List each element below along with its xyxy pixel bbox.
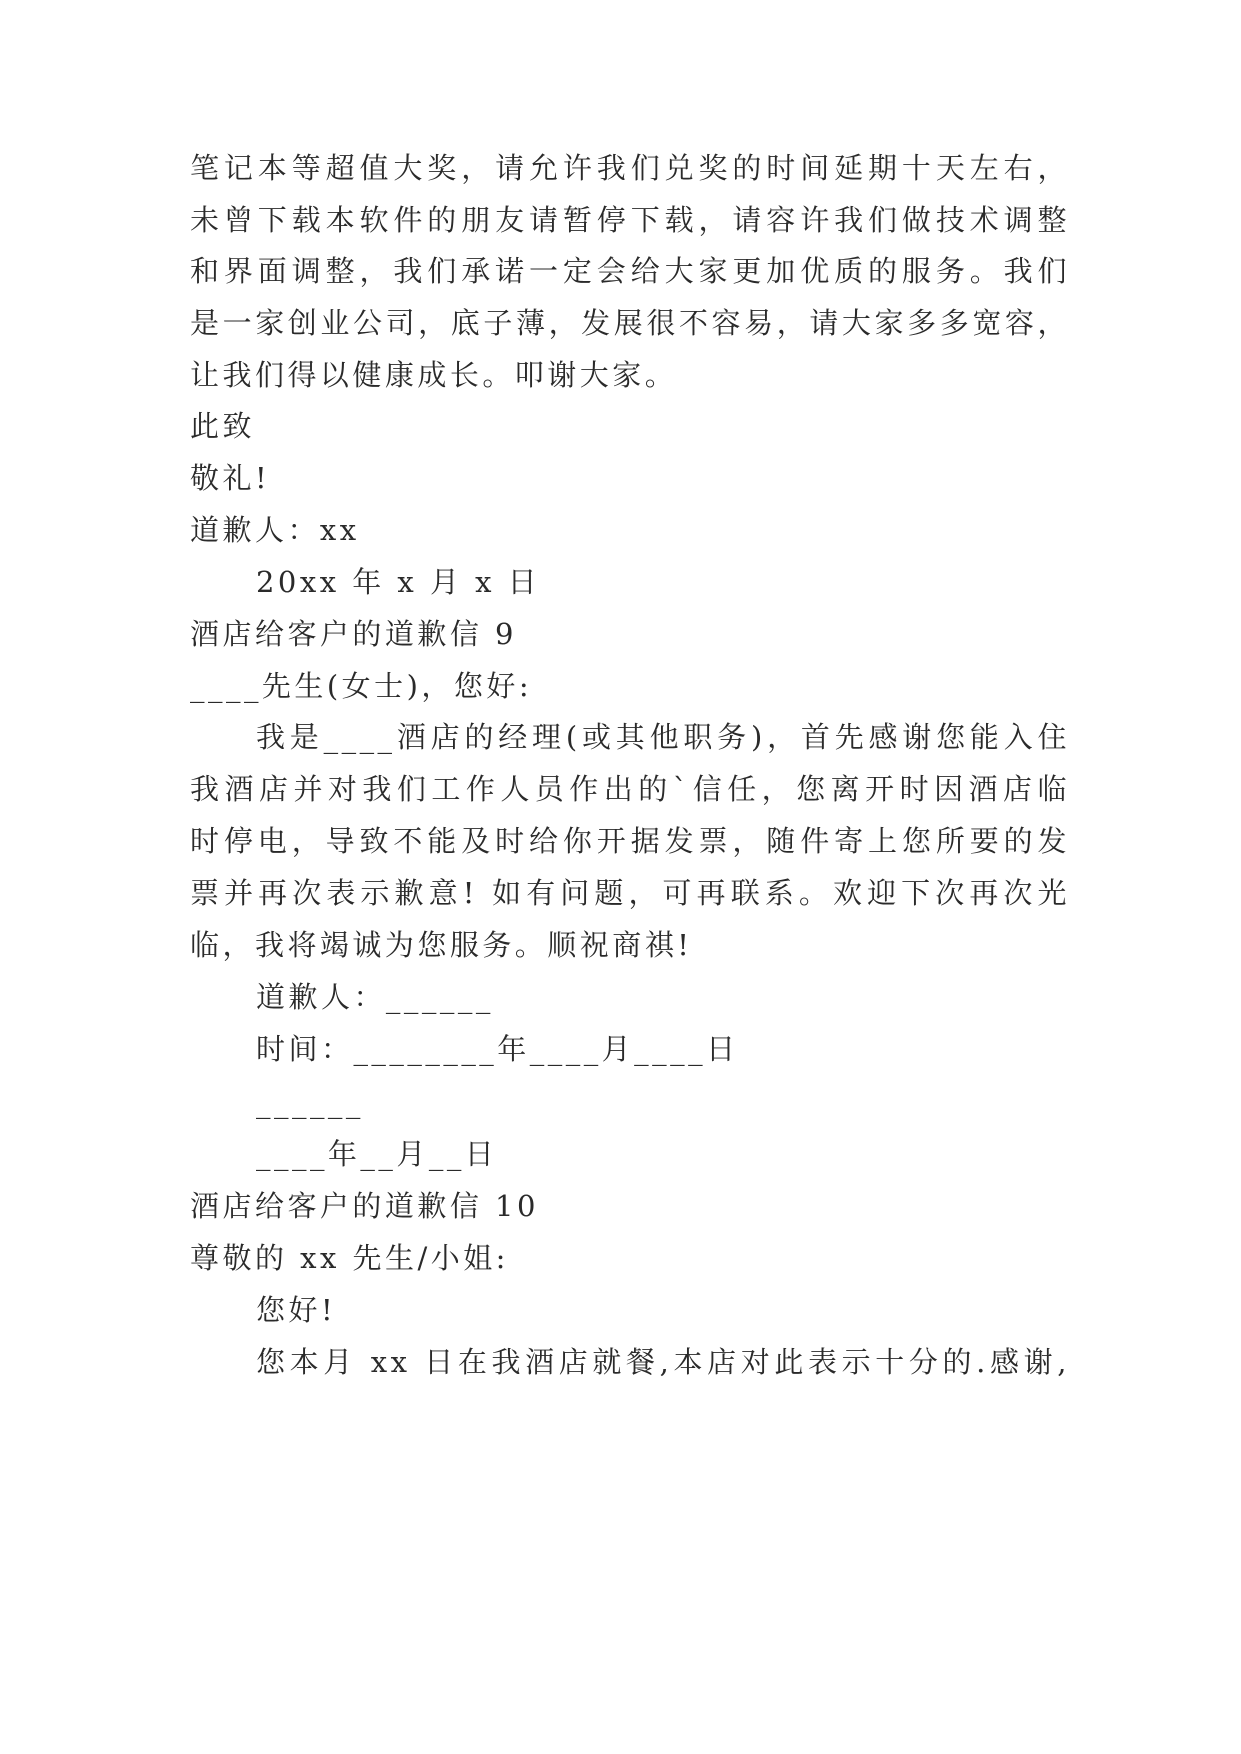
date-line: 20xx 年 x 月 x 日	[256, 565, 541, 599]
greeting-line: 尊敬的 xx 先生/小姐:	[190, 1241, 509, 1275]
body-text-line: 是一家创业公司，底子薄，发展很不容易，请大家多多宽容，	[190, 306, 1070, 340]
body-text-line: 票并再次表示歉意! 如有问题，可再联系。欢迎下次再次光	[190, 876, 1070, 910]
section-heading: 酒店给客户的道歉信 10	[190, 1189, 539, 1223]
body-text-line: 您本月 xx 日在我酒店就餐,本店对此表示十分的.感谢,	[256, 1345, 1070, 1379]
closing-regards: 敬礼!	[190, 461, 271, 495]
body-text-line: 时停电，导致不能及时给你开据发票，随件寄上您所要的发	[190, 824, 1070, 858]
body-text-line: 和界面调整，我们承诺一定会给大家更加优质的服务。我们	[190, 254, 1070, 288]
signature-line: 道歉人：xx	[190, 513, 360, 547]
time-line: 时间：________年____月____日	[256, 1032, 739, 1066]
greeting-line: 您好!	[256, 1293, 337, 1327]
body-text-line: 未曾下载本软件的朋友请暂停下载，请容许我们做技术调整	[190, 203, 1070, 237]
blank-line: ______	[256, 1085, 364, 1119]
section-heading: 酒店给客户的道歉信 9	[190, 617, 517, 651]
body-text-line: 我酒店并对我们工作人员作出的`信任，您离开时因酒店临	[190, 772, 1070, 806]
body-text-line: 我是____酒店的经理(或其他职务)，首先感谢您能入住	[256, 720, 1070, 754]
body-text-line: 让我们得以健康成长。叩谢大家。	[190, 358, 678, 392]
body-text-line: 笔记本等超值大奖，请允许我们兑奖的时间延期十天左右，	[190, 151, 1070, 185]
greeting-line: ____先生(女士)，您好:	[190, 669, 533, 703]
closing-salutation: 此致	[190, 409, 255, 443]
date-line: ____年__月__日	[256, 1137, 498, 1171]
signature-line: 道歉人：______	[256, 980, 494, 1014]
body-text-line: 临，我将竭诚为您服务。顺祝商祺!	[190, 928, 693, 962]
